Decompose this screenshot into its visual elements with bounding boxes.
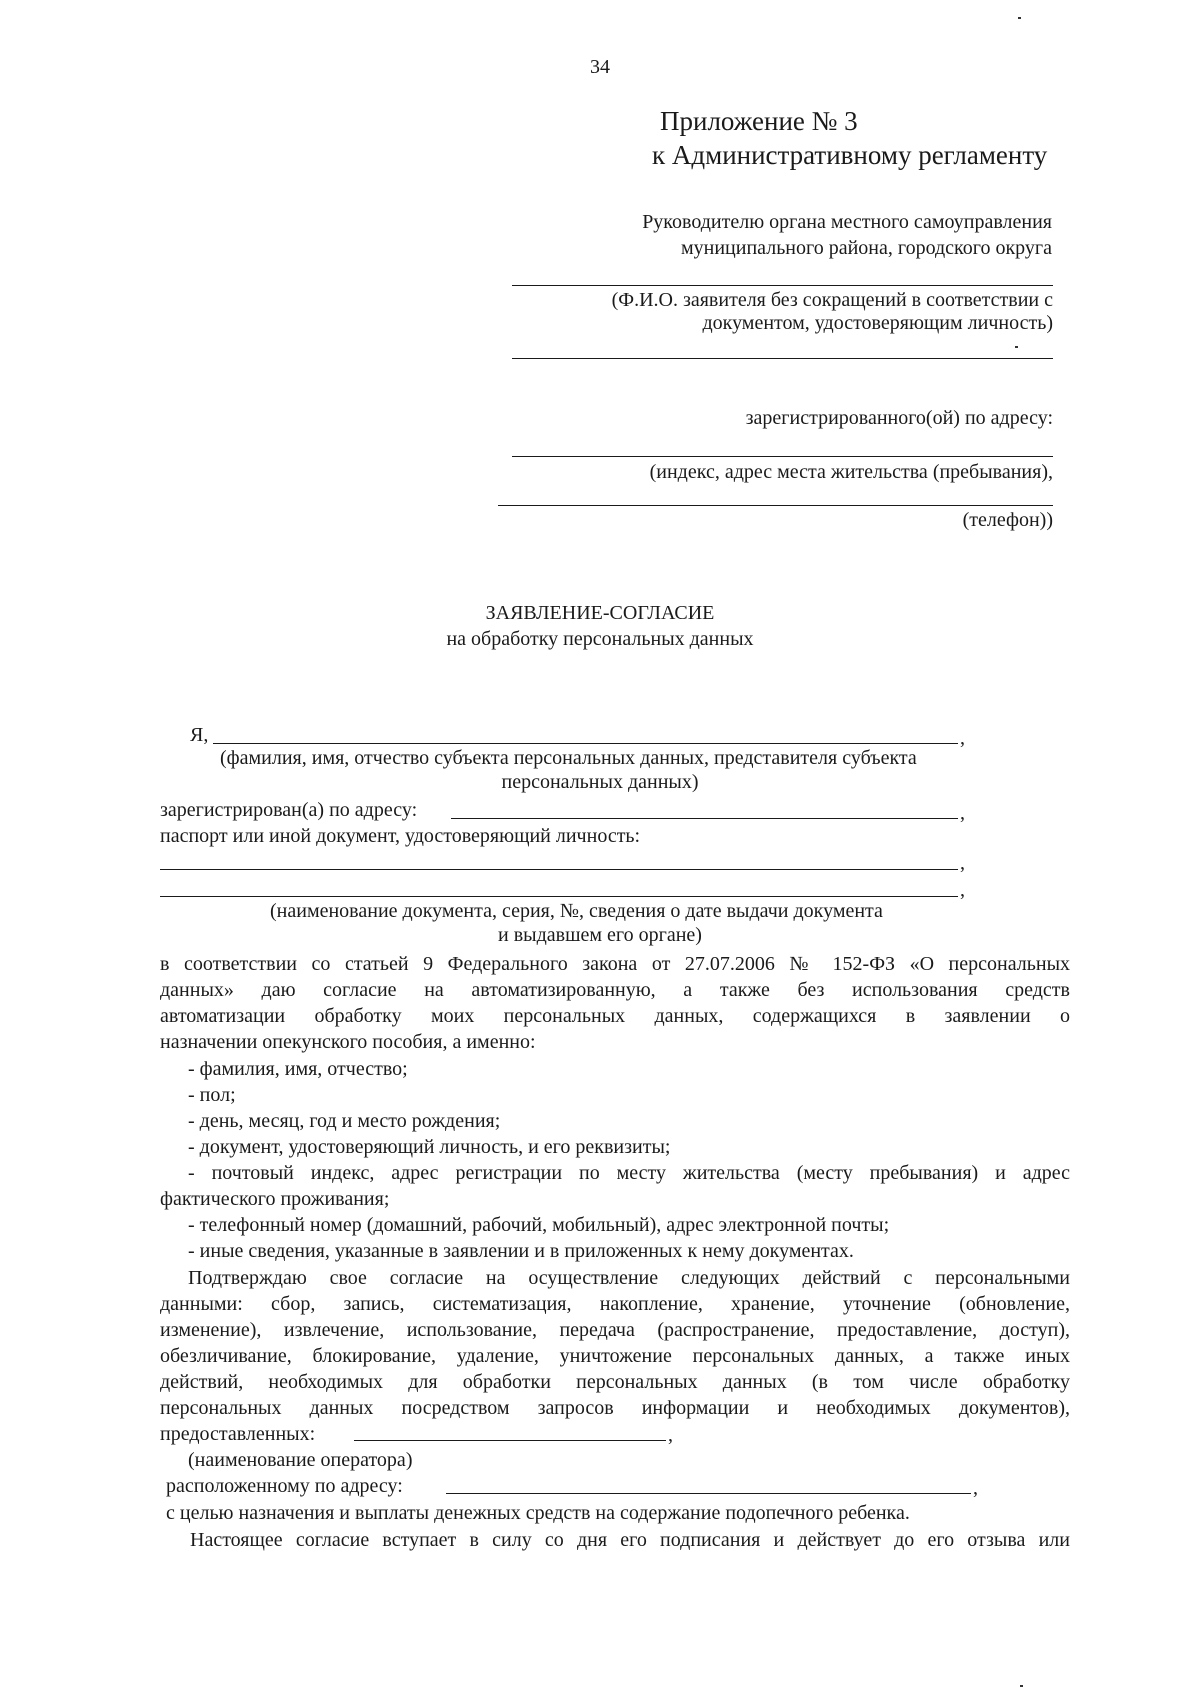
comma: , [973, 1477, 978, 1499]
list-item: - пол; [188, 1084, 236, 1106]
applicant-hint2: документом, удостоверяющим личность) [702, 312, 1053, 334]
doc-hint2: и выдавшем его органе) [498, 924, 702, 946]
i-label: Я, [190, 724, 209, 746]
body-p1-line: назначении опекунского пособия, а именно: [160, 1031, 536, 1053]
body-p1-line: автоматизации обработку моих персональных данных, содержащихся в заявлении о [160, 1005, 1070, 1027]
reg-address-line[interactable] [451, 818, 958, 819]
body-p1-line: данных» даю согласие на автоматизированную, а также без использования средств [160, 979, 1070, 1001]
comma: , [960, 802, 965, 824]
body-p1-line: в соответствии со статьей 9 Федерального закона от 27.07.2006 № 152-ФЗ «О персональных [160, 953, 1070, 975]
body-p2-line: действий, необходимых для обработки персональных данных (в том числе обработку [160, 1371, 1070, 1393]
list-item: - день, месяц, год и место рождения; [188, 1110, 501, 1132]
subject-hint1: (фамилия, имя, отчество субъекта персональных данных, представителя субъекта [220, 747, 917, 769]
subject-name-line[interactable] [213, 743, 958, 744]
body-p2-line: данными: сбор, запись, систематизация, накопление, хранение, уточнение (обновление, [160, 1293, 1070, 1315]
list-item-cont: фактического проживания; [160, 1188, 390, 1210]
list-item: - телефонный номер (домашний, рабочий, мобильный), адрес электронной почты; [188, 1214, 890, 1236]
address-hint: (индекс, адрес места жительства (пребывания), [649, 461, 1053, 483]
applicant-name-line2[interactable] [512, 358, 1053, 359]
body-p2-line: изменение), извлечение, использование, передача (распространение, предоставление, доступ), [160, 1319, 1070, 1341]
document-title: ЗАЯВЛЕНИЕ-СОГЛАСИЕ [485, 602, 715, 624]
comma: , [960, 852, 965, 874]
list-item: - почтовый индекс, адрес регистрации по месту жительства (месту пребывания) и адрес [188, 1162, 1070, 1184]
applicant-hint1: (Ф.И.О. заявителя без сокращений в соответствии с [611, 289, 1053, 311]
passport-label: паспорт или иной документ, удостоверяющий личность: [160, 825, 641, 847]
scan-speck [1020, 1685, 1023, 1687]
appendix-title: Приложение № 3 [660, 106, 858, 136]
list-item: - иные сведения, указанные в заявлении и в приложенных к нему документах. [188, 1240, 854, 1262]
passport-line1[interactable] [160, 869, 958, 870]
body-p2-line: Подтверждаю свое согласие на осуществление следующих действий с персональными [188, 1267, 1070, 1289]
located-label: расположенному по адресу: [166, 1475, 403, 1497]
document-subtitle: на обработку персональных данных [446, 628, 754, 650]
operator-line[interactable] [354, 1440, 666, 1441]
scan-speck [1015, 346, 1018, 348]
operator-address-line[interactable] [446, 1493, 971, 1494]
provided-label: предоставленных: [160, 1423, 316, 1445]
comma: , [960, 727, 965, 749]
purpose-text: с целью назначения и выплаты денежных средств на содержание подопечного ребенка. [166, 1502, 910, 1524]
addressee-line2: муниципального района, городского округа [680, 237, 1052, 259]
doc-hint1: (наименование документа, серия, №, сведения о дате выдачи документа [270, 900, 883, 922]
phone-line[interactable] [498, 505, 1053, 506]
page-number: 34 [590, 56, 610, 78]
body-p2-line: персональных данных посредством запросов информации и необходимых документов), [160, 1397, 1070, 1419]
scan-speck [1018, 17, 1021, 19]
applicant-name-line[interactable] [512, 285, 1053, 286]
appendix-subtitle: к Административному регламенту [652, 140, 1048, 170]
operator-hint: (наименование оператора) [188, 1449, 413, 1471]
address-line[interactable] [512, 456, 1053, 457]
list-item: - документ, удостоверяющий личность, и его реквизиты; [188, 1136, 671, 1158]
addressee-line1: Руководителю органа местного самоуправления [642, 211, 1052, 233]
list-item: - фамилия, имя, отчество; [188, 1058, 408, 1080]
comma: , [668, 1424, 673, 1446]
body-p2-line: обезличивание, блокирование, удаление, уничтожение персональных данных, а также иных [160, 1345, 1070, 1367]
subject-hint2: персональных данных) [501, 771, 699, 793]
body-p3-line: Настоящее согласие вступает в силу со дня его подписания и действует до его отзыва или [190, 1529, 1070, 1551]
comma: , [960, 879, 965, 901]
registered-label: зарегистрированного(ой) по адресу: [745, 407, 1053, 429]
phone-hint: (телефон)) [962, 509, 1053, 531]
reg-label: зарегистрирован(а) по адресу: [160, 799, 418, 821]
passport-line2[interactable] [160, 896, 958, 897]
